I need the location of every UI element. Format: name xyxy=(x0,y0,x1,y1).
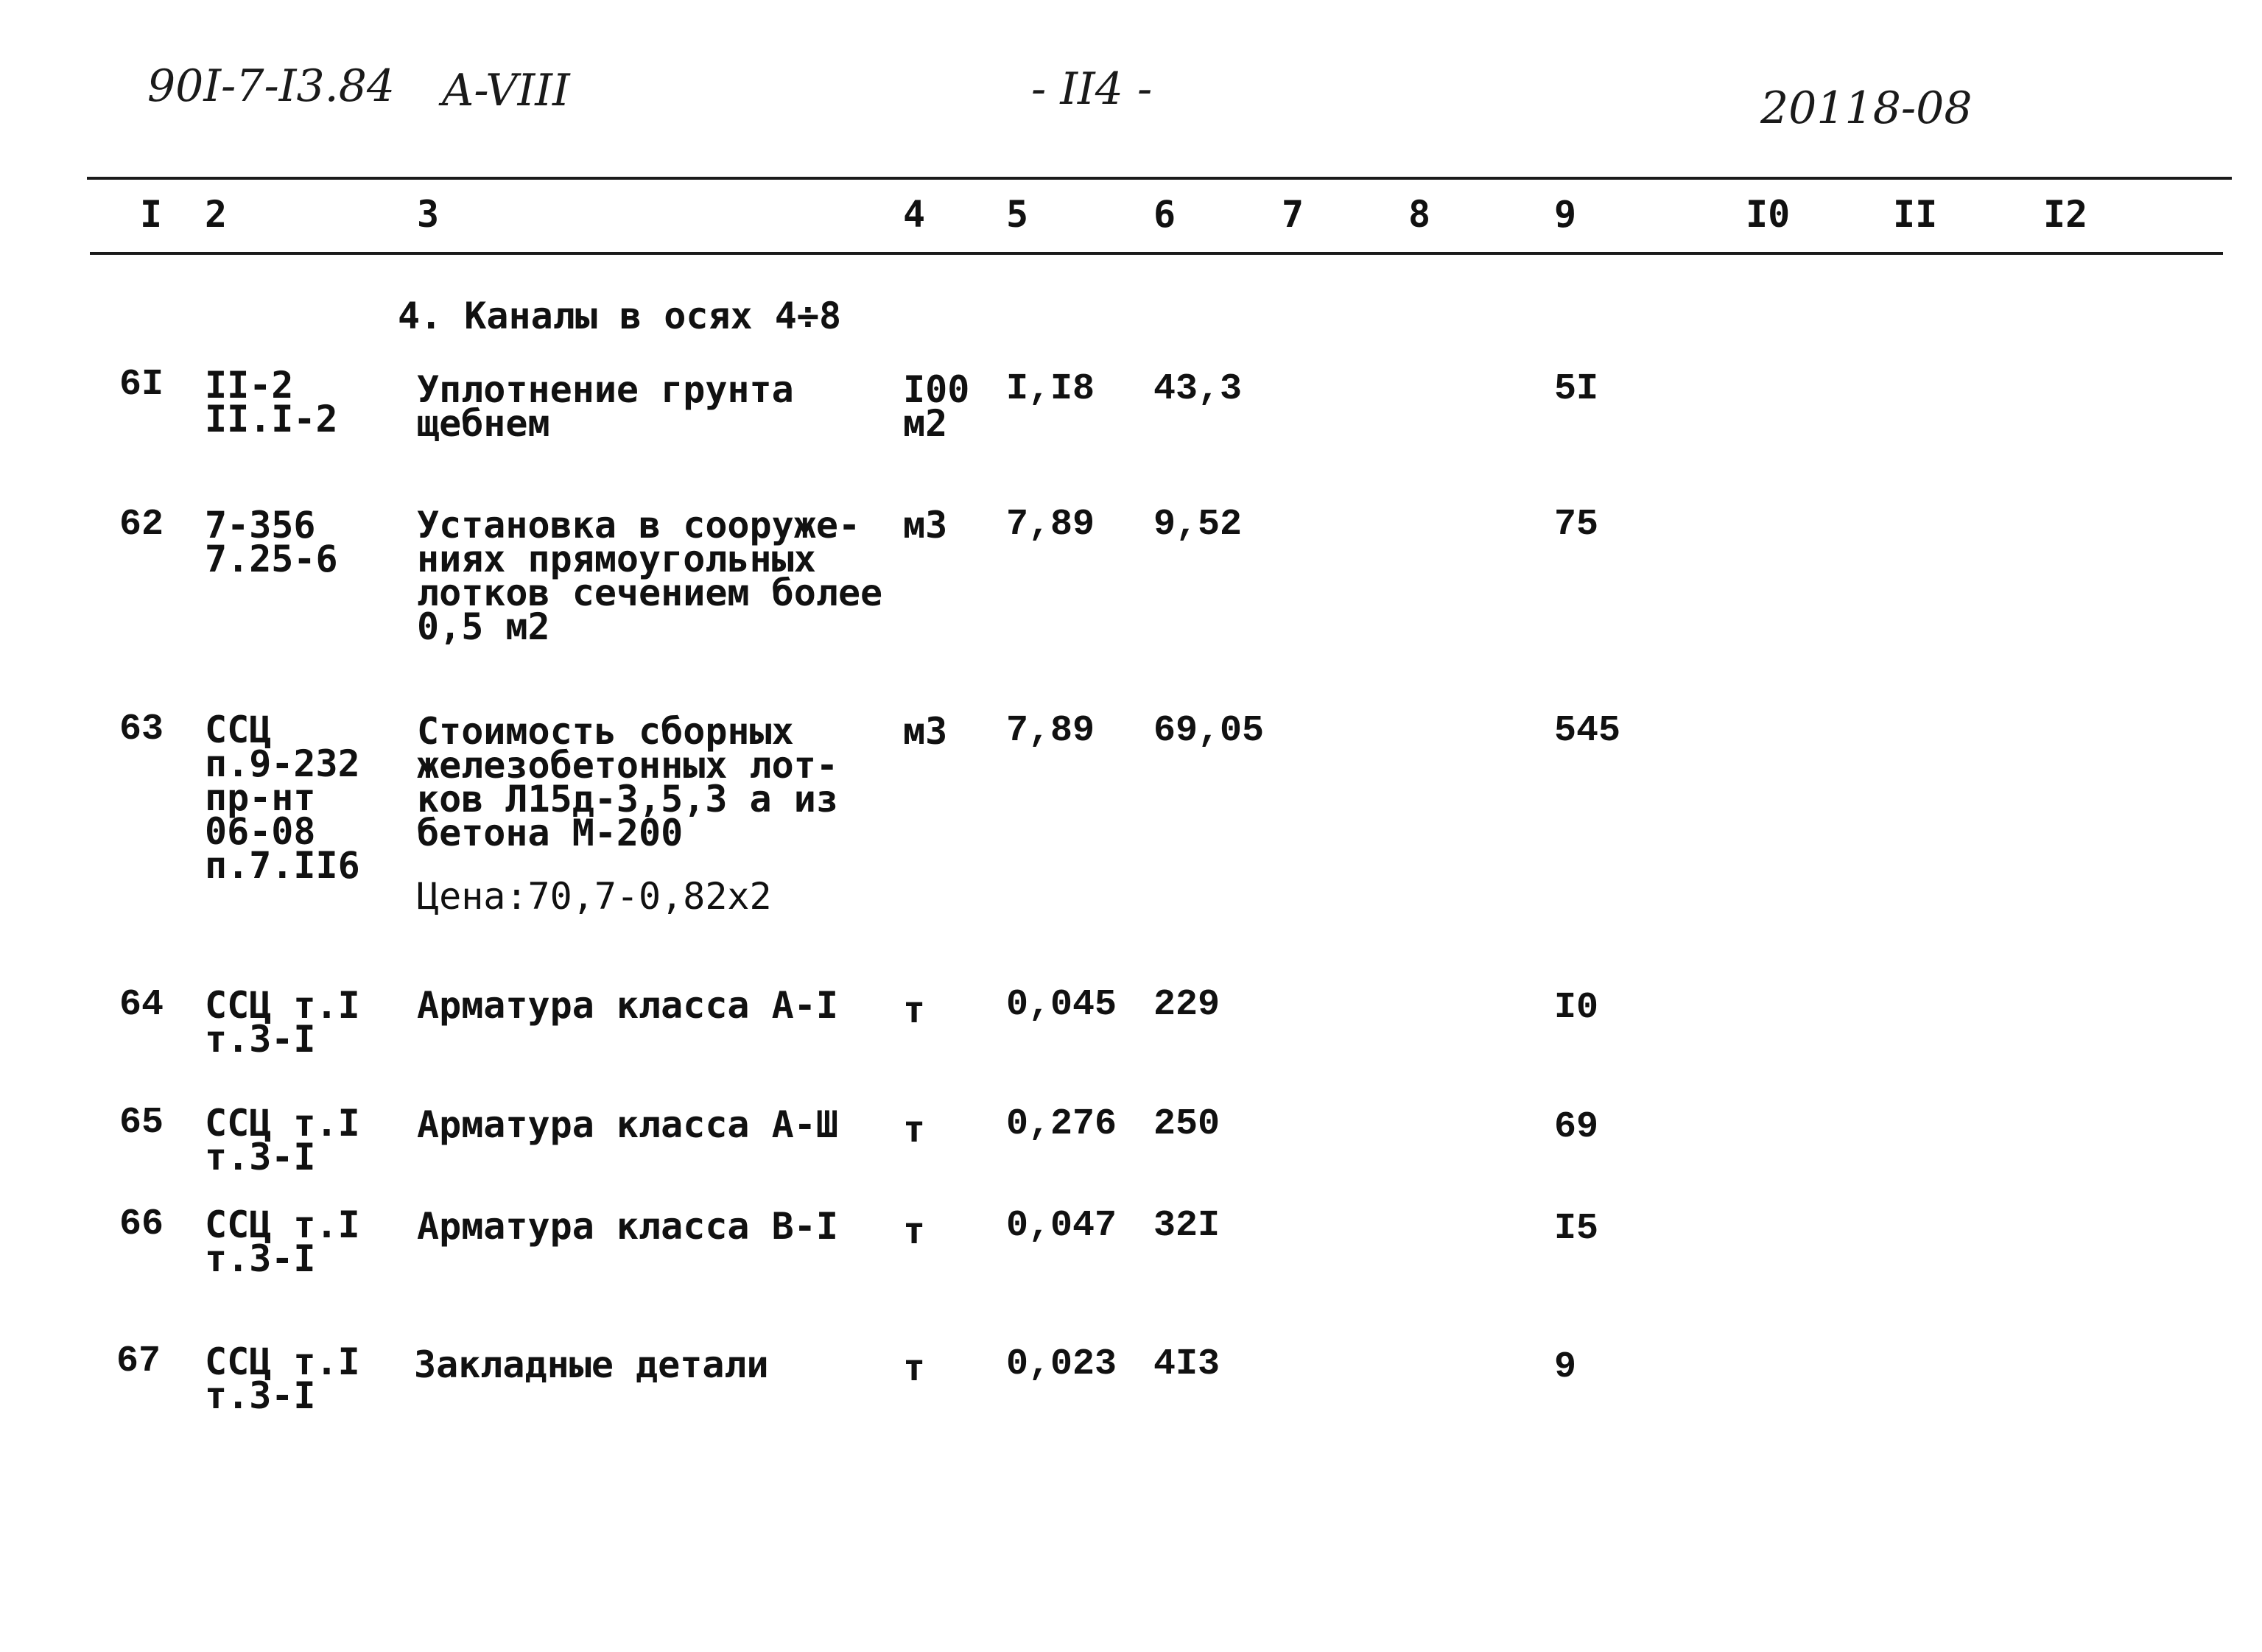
row-unit-price: 229 xyxy=(1153,984,1220,1026)
row-name: Уплотнение грунта щебнем xyxy=(417,368,794,445)
row-quantity: 0,023 xyxy=(1006,1343,1117,1385)
row-name: Установка в сооруже- ниях прямоугольных лотков сечением более 0,5 м2 xyxy=(417,504,883,648)
row-name: Арматура класса А-Ш xyxy=(417,1103,838,1146)
row-number: 64 xyxy=(119,984,164,1026)
row-unit: т xyxy=(903,1209,926,1252)
row-number: 65 xyxy=(119,1102,164,1144)
row-quantity: I,I8 xyxy=(1006,368,1095,410)
row-code: ССЦ т.I т.3-I xyxy=(205,984,360,1061)
row-unit: м3 xyxy=(903,710,948,753)
row-unit-price: 32I xyxy=(1153,1205,1220,1247)
row-quantity: 7,89 xyxy=(1006,710,1095,752)
archive-number: 20118-08 xyxy=(1760,82,1973,134)
row-code: ССЦ п.9-232 пр-нт 06-08 п.7.II6 xyxy=(205,709,360,887)
row-total: 5I xyxy=(1554,368,1599,410)
column-header-12: I2 xyxy=(2043,193,2088,236)
row-name: Стоимость сборных железобетонных лот- ков Л15д-3,5,3 а из бетона М-200 xyxy=(417,710,838,854)
row-name: Арматура класса В-I xyxy=(417,1205,838,1248)
column-header-3: 3 xyxy=(417,193,440,236)
row-total: 69 xyxy=(1554,1106,1599,1148)
column-header-10: I0 xyxy=(1746,193,1791,236)
row-number: 6I xyxy=(119,364,164,406)
price-note: Цена:70,7-0,82х2 xyxy=(417,875,772,918)
row-code: ССЦ т.I т.3-I xyxy=(205,1203,360,1280)
row-unit: м3 xyxy=(903,504,948,546)
row-unit: I00 м2 xyxy=(903,368,970,445)
row-unit-price: 69,05 xyxy=(1153,710,1265,752)
row-number: 63 xyxy=(119,709,164,751)
column-header-9: 9 xyxy=(1554,193,1577,236)
row-number: 62 xyxy=(119,504,164,546)
row-unit-price: 250 xyxy=(1153,1103,1220,1145)
section-title: 4. Каналы в осях 4÷8 xyxy=(398,295,842,337)
row-quantity: 0,047 xyxy=(1006,1205,1117,1247)
row-number: 66 xyxy=(119,1203,164,1245)
row-total: I5 xyxy=(1554,1208,1599,1250)
document-code: 90I-7-I3.84 xyxy=(147,60,396,112)
row-unit-price: 4I3 xyxy=(1153,1343,1220,1385)
row-name: Закладные детали xyxy=(414,1343,769,1386)
row-unit: т xyxy=(903,988,926,1031)
table-header-rule xyxy=(90,252,2223,255)
row-code: 7-356 7.25-6 xyxy=(205,504,338,580)
column-header-11: II xyxy=(1893,193,1938,236)
column-header-2: 2 xyxy=(205,193,228,236)
row-name: Арматура класса А-I xyxy=(417,984,838,1027)
row-code: ССЦ т.I т.3-I xyxy=(205,1340,360,1417)
row-quantity: 0,276 xyxy=(1006,1103,1117,1145)
row-unit-price: 9,52 xyxy=(1153,504,1243,546)
row-unit: т xyxy=(903,1108,926,1150)
column-header-5: 5 xyxy=(1006,193,1029,236)
page-number: - II4 - xyxy=(1031,63,1153,115)
column-header-7: 7 xyxy=(1282,193,1304,236)
column-header-6: 6 xyxy=(1153,193,1176,236)
row-unit-price: 43,3 xyxy=(1153,368,1243,410)
row-code: II-2 II.I-2 xyxy=(205,364,338,440)
row-total: 545 xyxy=(1554,710,1621,752)
row-number: 67 xyxy=(116,1340,161,1382)
row-unit: т xyxy=(903,1346,926,1389)
sheet-reference: A-VIII xyxy=(442,65,570,116)
table-top-rule xyxy=(87,177,2232,180)
row-total: 75 xyxy=(1554,504,1599,546)
row-total: I0 xyxy=(1554,987,1599,1029)
column-header-4: 4 xyxy=(903,193,926,236)
row-quantity: 7,89 xyxy=(1006,504,1095,546)
row-code: ССЦ т.I т.3-I xyxy=(205,1102,360,1178)
row-total: 9 xyxy=(1554,1346,1577,1388)
row-quantity: 0,045 xyxy=(1006,984,1117,1026)
column-header-8: 8 xyxy=(1408,193,1431,236)
column-header-1: I xyxy=(140,193,163,236)
